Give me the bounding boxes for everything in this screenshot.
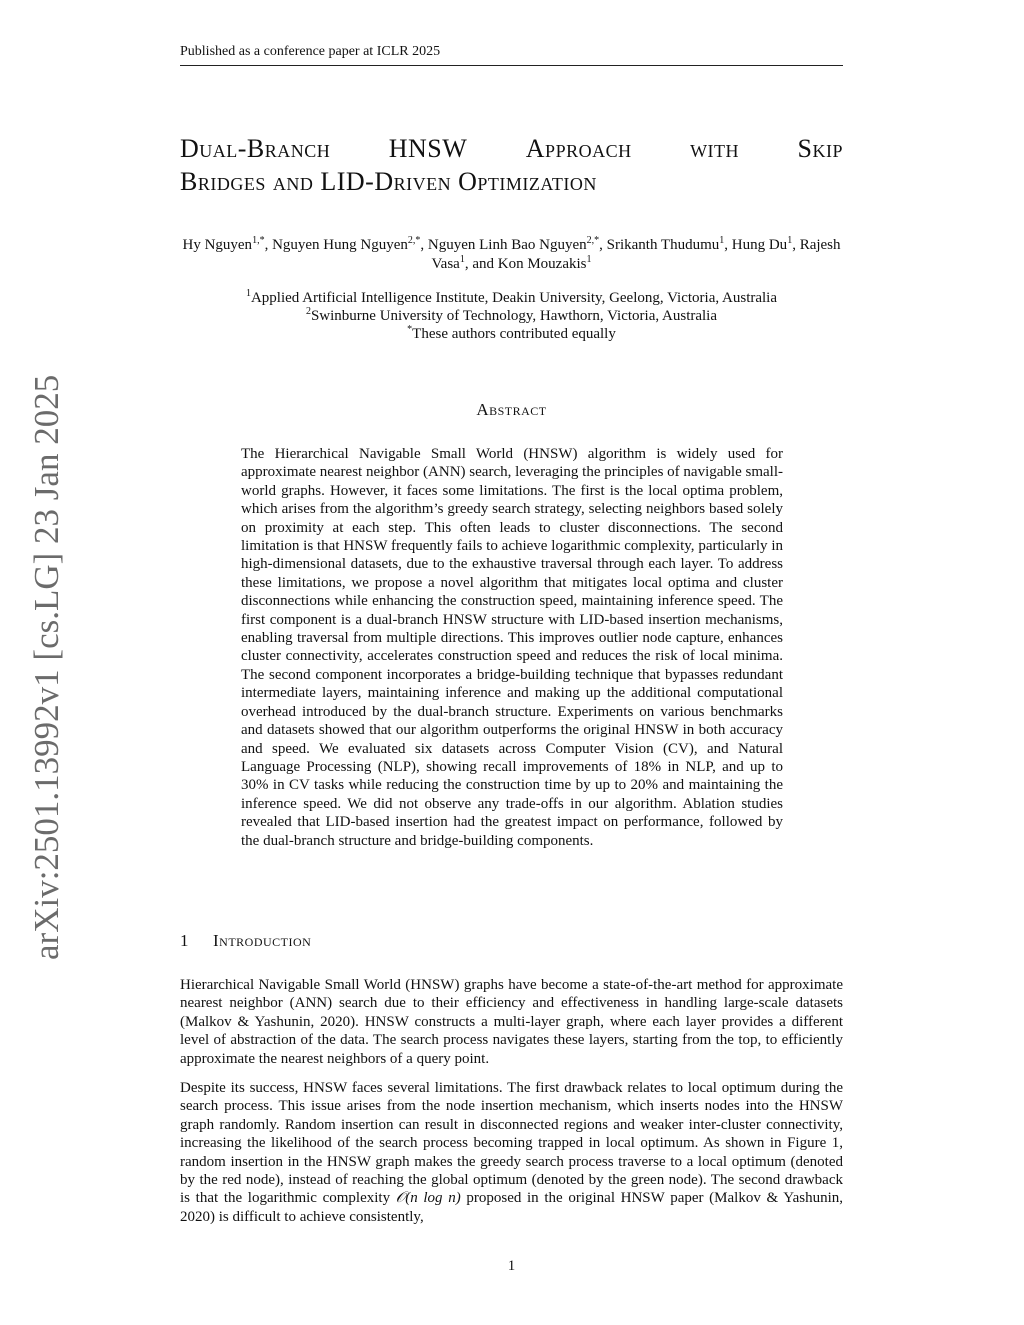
- author-affil-mark: 2,*: [586, 235, 600, 246]
- abstract-heading: Abstract: [476, 400, 547, 419]
- author-list: [180, 236, 843, 274]
- paragraph-text: Despite its success, HNSW faces several limitations. The first drawback relates to local optimum during the search process. This issue arises from the node insertion mechanism, which inserts nodes into the HNSW graph randomly. Random insertion can result in disconnected regions and weaker inter-cluster connectivity, increasing the likelihood of the search process becoming trapped in local optimum. As shown in Figure 1, random insertion in the HNSW graph makes the greedy search process traverse to a local optimum (denoted by the red node), instead of reaching the global optimum (denoted by the green node). The second drawback is that the logarithmic complexity: [180, 1080, 843, 1207]
- page-number: 1: [507, 1258, 516, 1274]
- section-number: 1: [180, 931, 189, 950]
- affil-mark: *: [407, 324, 413, 335]
- author-name: , Srikanth Thudumu: [599, 237, 720, 253]
- title-word: Approach: [525, 134, 632, 163]
- author-name: , Nguyen Linh Bao Nguyen: [420, 237, 587, 253]
- title-word: Skip: [797, 134, 843, 163]
- author-affil-mark: 1: [586, 254, 592, 265]
- affiliation-2: [180, 307, 843, 325]
- title-line-1: [180, 132, 843, 165]
- intro-paragraph-2: [180, 1079, 843, 1226]
- author-affil-mark: 1: [719, 235, 725, 246]
- affil-text: These authors contributed equally: [412, 326, 616, 342]
- abstract-body: The Hierarchical Navigable Small World (HNSW) algorithm is widely used for approximate nearest neighbor (ANN) search, leveraging the principles of navigable small-world graphs. However, it faces some limitations. The first is the local optima problem, which arises from the algorithm’s greedy search strategy, selecting neighbors based solely on proximity at each step. This often leads to cluster disconnections. The second limitation is that HNSW frequently fails to achieve logarithmic complexity, particularly in high-dimensional datasets, due to the exhaustive traversal through each layer. To address these limitations, we propose a novel algorithm that mitigates local optima and cluster disconnections while enhancing the construction speed, maintaining inference speed. The first component is a dual-branch HNSW structure with LID-based insertion mechanisms, enabling traversal from multiple directions. This improves outlier node capture, enhances cluster connectivity, accelerates construction speed and reduces the risk of local minima. The second component incorporates a bridge-building technique that bypasses redundant intermediate layers, maintaining inference and making up the additional computational overhead introduced by the dual-branch structure. Experiments on various benchmarks and datasets showed that our algorithm outperforms the original HNSW in both accuracy and speed. We evaluated six datasets across Computer Vision (CV), and Natural Language Processing (NLP), showing recall improvements of 18% in NLP, and up to 30% in CV tasks while reducing the construction time by up to 20% and maintaining the inference speed. We did not observe any trade-offs in our algorithm. Ablation studies revealed that LID-based insertion had the greatest impact on performance, followed by the dual-branch structure and bridge-building components.: [241, 446, 783, 849]
- paragraph-text: proposed in the original HNSW paper (Malkov & Yashunin, 2020) is difficult to achieve consistently,: [180, 1190, 843, 1225]
- paper-title: [180, 132, 843, 198]
- affil-text: Applied Artificial Intelligence Institute, Deakin University, Geelong, Victoria, Australia: [250, 290, 778, 306]
- section-title: Introduction: [213, 931, 312, 950]
- author-name: Hy Nguyen: [182, 237, 253, 253]
- header-rule: [180, 65, 843, 66]
- intro-paragraph-1: Hierarchical Navigable Small World (HNSW) graphs have become a state-of-the-art method for approximate nearest neighbor (ANN) search due to their efficiency and effectiveness in handling large-scale datasets (Malkov & Yashunin, 2020). HNSW constructs a multi-layer graph, where each layer provides a different level of abstraction of the data. The search process navigates these layers, starting from the top, to efficiently approximate the nearest neighbors of a query point.: [180, 977, 843, 1067]
- arxiv-sidebar-stamp: arXiv:2501.13992v1 [cs.LG] 23 Jan 2025: [27, 374, 66, 960]
- affiliations: [180, 289, 843, 343]
- math-expression: 𝒪(n log n): [395, 1190, 461, 1207]
- author-name: , and Kon Mouzakis: [464, 256, 587, 272]
- author-name: , Rajesh Vasa: [431, 237, 841, 272]
- author-affil-mark: 1: [459, 254, 465, 265]
- author-affil-mark: 1: [787, 235, 793, 246]
- title-word: HNSW: [388, 134, 468, 163]
- title-word: with: [690, 134, 740, 163]
- affiliation-1: [180, 289, 843, 307]
- section-heading-introduction: [180, 931, 843, 951]
- title-line-2: Bridges and LID-Driven Optimization: [180, 167, 597, 196]
- author-name: , Hung Du: [724, 237, 788, 253]
- author-affil-mark: 1,*: [252, 235, 265, 246]
- affil-text: Swinburne University of Technology, Hawthorn, Victoria, Australia: [310, 308, 718, 324]
- author-affil-mark: 2,*: [407, 235, 421, 246]
- affil-mark: 2: [305, 306, 311, 317]
- affil-mark: 1: [245, 288, 251, 299]
- running-header: Published as a conference paper at ICLR 2025: [180, 44, 441, 59]
- equal-contribution-note: [180, 325, 843, 343]
- author-name: , Nguyen Hung Nguyen: [264, 237, 408, 253]
- title-word: Dual-Branch: [180, 134, 331, 163]
